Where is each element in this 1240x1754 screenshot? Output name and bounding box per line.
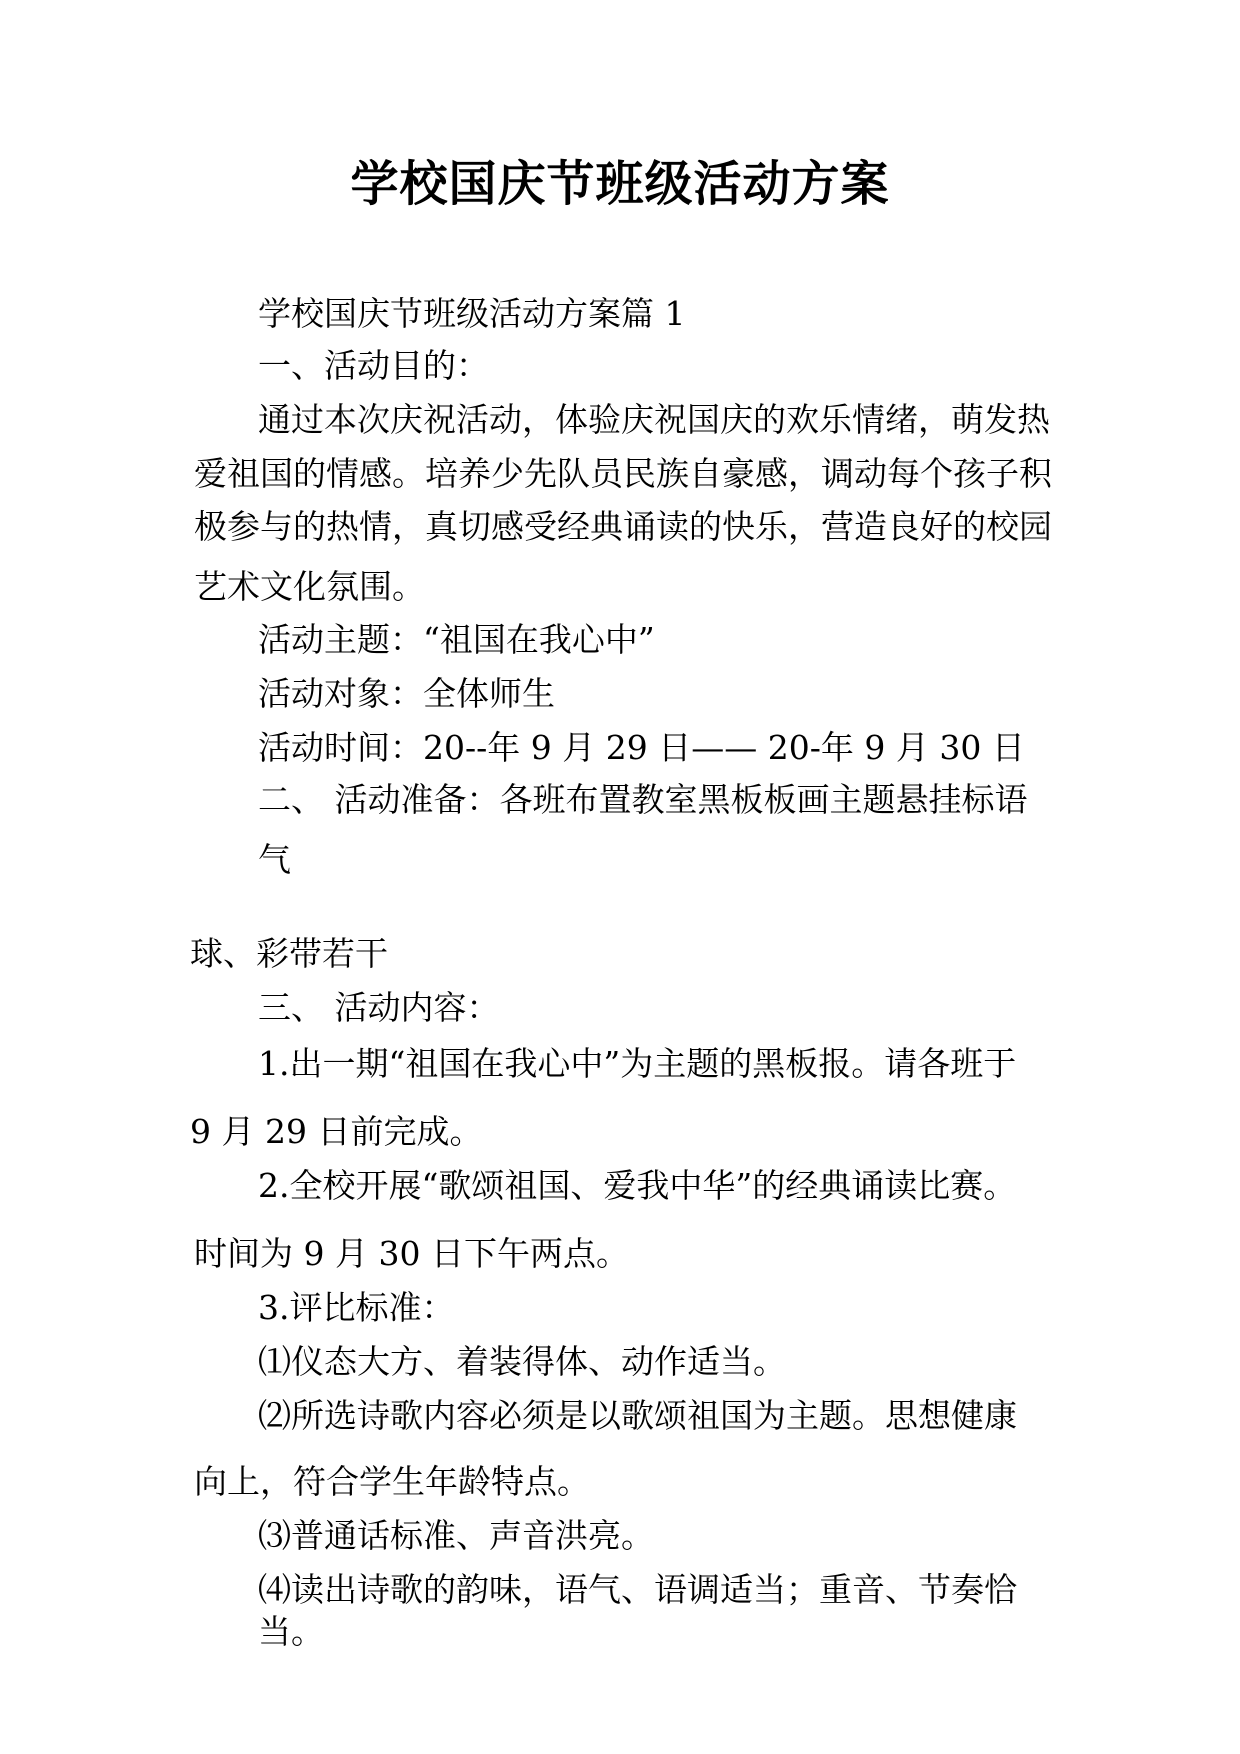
paragraph-line: 向上，符合学生年龄特点。	[194, 1462, 590, 1501]
paragraph-line: 时间为 9 月 30 日下午两点。	[194, 1234, 629, 1273]
paragraph-line: 活动时间：20--年 9 月 29 日—— 20-年 9 月 30 日	[258, 728, 1025, 767]
paragraph-line: ⑶普通话标准、声音洪亮。	[258, 1516, 654, 1555]
paragraph-line: 三、 活动内容：	[258, 988, 500, 1027]
paragraph-line: 9 月 29 日前完成。	[190, 1112, 483, 1151]
paragraph-line: 一、活动目的：	[258, 346, 489, 385]
paragraph-line: 1.出一期“祖国在我心中”为主题的黑板报。请各班于	[258, 1044, 1017, 1083]
document-title: 学校国庆节班级活动方案	[350, 156, 890, 212]
paragraph-line: 二、 活动准备：各班布置教室黑板板画主题悬挂标语	[258, 780, 1028, 819]
paragraph-line: 当。	[258, 1612, 324, 1651]
paragraph-line: 通过本次庆祝活动，体验庆祝国庆的欢乐情绪，萌发热	[258, 400, 1050, 439]
paragraph-line: ⑷读出诗歌的韵味，语气、语调适当；重音、节奏恰	[258, 1570, 1017, 1609]
paragraph-line: 活动主题：“祖国在我心中”	[258, 620, 655, 659]
paragraph-line: 艺术文化氛围。	[194, 567, 425, 606]
paragraph-line: 气	[258, 840, 291, 879]
paragraph-line: ⑴仪态大方、着装得体、动作适当。	[258, 1342, 786, 1381]
paragraph-line: 3.评比标准：	[258, 1288, 455, 1327]
paragraph-line: 爱祖国的情感。培养少先队员民族自豪感，调动每个孩子积	[194, 454, 1052, 493]
section-heading: 学校国庆节班级活动方案篇 1	[258, 294, 686, 333]
paragraph-line: 极参与的热情，真切感受经典诵读的快乐，营造良好的校园	[194, 507, 1052, 546]
paragraph-line: 球、彩带若干	[190, 934, 388, 973]
paragraph-line: 活动对象：全体师生	[258, 674, 555, 713]
paragraph-line: 2.全校开展“歌颂祖国、爱我中华”的经典诵读比赛。	[258, 1166, 1017, 1205]
paragraph-line: ⑵所选诗歌内容必须是以歌颂祖国为主题。思想健康	[258, 1396, 1017, 1435]
